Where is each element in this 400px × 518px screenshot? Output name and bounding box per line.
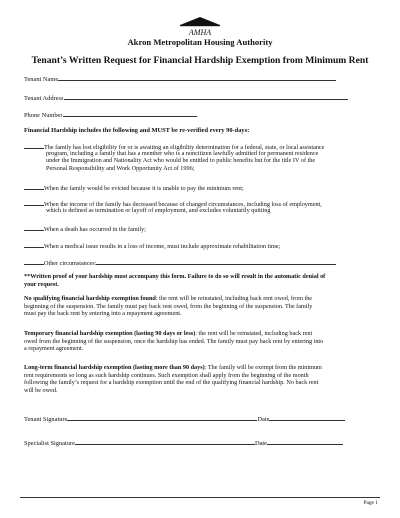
item-3-line-2: which is defined as termination or layoff of employment, and excludes voluntarily quitting [46,206,271,214]
specialist-date-line[interactable] [267,438,343,445]
specialist-signature-field[interactable] [24,438,343,448]
phone-number-field[interactable] [24,110,197,120]
hardship-item-1: The family has lost eligibility for or is awaiting an eligibility determination for a federal, state, or local assistance [24,142,324,152]
svg-text:AMHA: AMHA [188,28,212,37]
tenant-address-field[interactable] [24,93,348,103]
item-2-check-blank[interactable] [24,183,44,190]
hardship-item-2: When the family would be evicted because it is unable to pay the minimum rent; [24,183,244,193]
item-5-check-blank[interactable] [24,241,44,248]
hardship-heading: Financial Hardship includes the following and MUST be re-verified every 90-days: [24,127,250,134]
long-term-exemption-paragraph: Long-term financial hardship exemption (lasting more than 90 days): The family will be exempt from the minimum rent requirements so long as such hardship continues. Such exemption shall apply from the beginning of the month following the family’s request for a hardship exemption until the end of the qualifying financial hardship. No back rent will be owed. [24,364,322,394]
hardship-item-4: When a death has occurred in the family; [24,224,146,234]
tenant-signature-label: Tenant Signature [24,416,68,423]
item-1-line-4: Personal Responsibility and Work Opportunity Act of 1996; [46,164,195,172]
hardship-item-3: When the income of the family has decreased because of changed circumstances, including loss of employment, [24,199,322,209]
other-circumstances-line[interactable] [96,258,336,265]
footer-divider [20,497,380,498]
tenant-name-line[interactable] [58,74,336,81]
no-qualifying-paragraph: No qualifying financial hardship exemption found: the rent will be reinstated, including back rent owed, from the beginning of the suspension. The family must pay back rent owed, from the beginning of the suspension. The family must pay the back rent by entering into a repayment agreement. [24,295,313,318]
item-6-check-blank[interactable] [24,258,44,265]
tenant-address-label: Tenant Address [24,95,64,102]
tenant-date-line[interactable] [269,414,345,421]
item-1-line-2: program, including a family that has a member who is a noncitizen lawfully admitted for permanent residence [46,149,319,157]
form-title: Tenant’s Written Request for Financial Hardship Exemption from Minimum Rent [31,55,369,66]
specialist-date-label: Date [254,440,268,447]
item-3-check-blank[interactable] [24,199,44,206]
item-1-line-3: under the Immigration and Nationality Act who would be entitled to public benefits but for the title IV of the [46,157,316,165]
hardship-item-6: Other circumstances: [24,258,336,268]
specialist-signature-label: Specialist Signature [24,440,75,447]
hardship-item-5: When a medical issue results in a loss of income, must include approximate rehabilitation time; [24,241,280,251]
organization-name: Akron Metropolitan Housing Authority [127,37,273,47]
phone-number-label: Phone Number [24,112,63,119]
item-4-check-blank[interactable] [24,224,44,231]
proof-notice: **Written proof of your hardship must accompany this form. Failure to do so will result in the automatic denial of your request. [24,273,326,288]
tenant-name-label: Tenant Name [24,76,59,83]
specialist-signature-line[interactable] [75,438,255,445]
amha-logo [170,16,230,38]
tenant-address-line[interactable] [64,93,348,100]
page-number: Page 1 [363,500,378,506]
phone-number-line[interactable] [63,110,197,117]
temporary-exemption-paragraph: Temporary financial hardship exemption (lasting 90 days or less): the rent will be reinstated, including back rent owed from the beginning of the suspension, once the hardship has ended. The family must pay back rent by entering into a repayment agreement. [24,330,324,353]
item-1-check-blank[interactable] [24,142,44,149]
tenant-signature-line[interactable] [67,414,257,421]
tenant-name-field[interactable] [24,74,336,84]
tenant-signature-field[interactable] [24,414,345,424]
tenant-date-label: Date [257,416,270,423]
